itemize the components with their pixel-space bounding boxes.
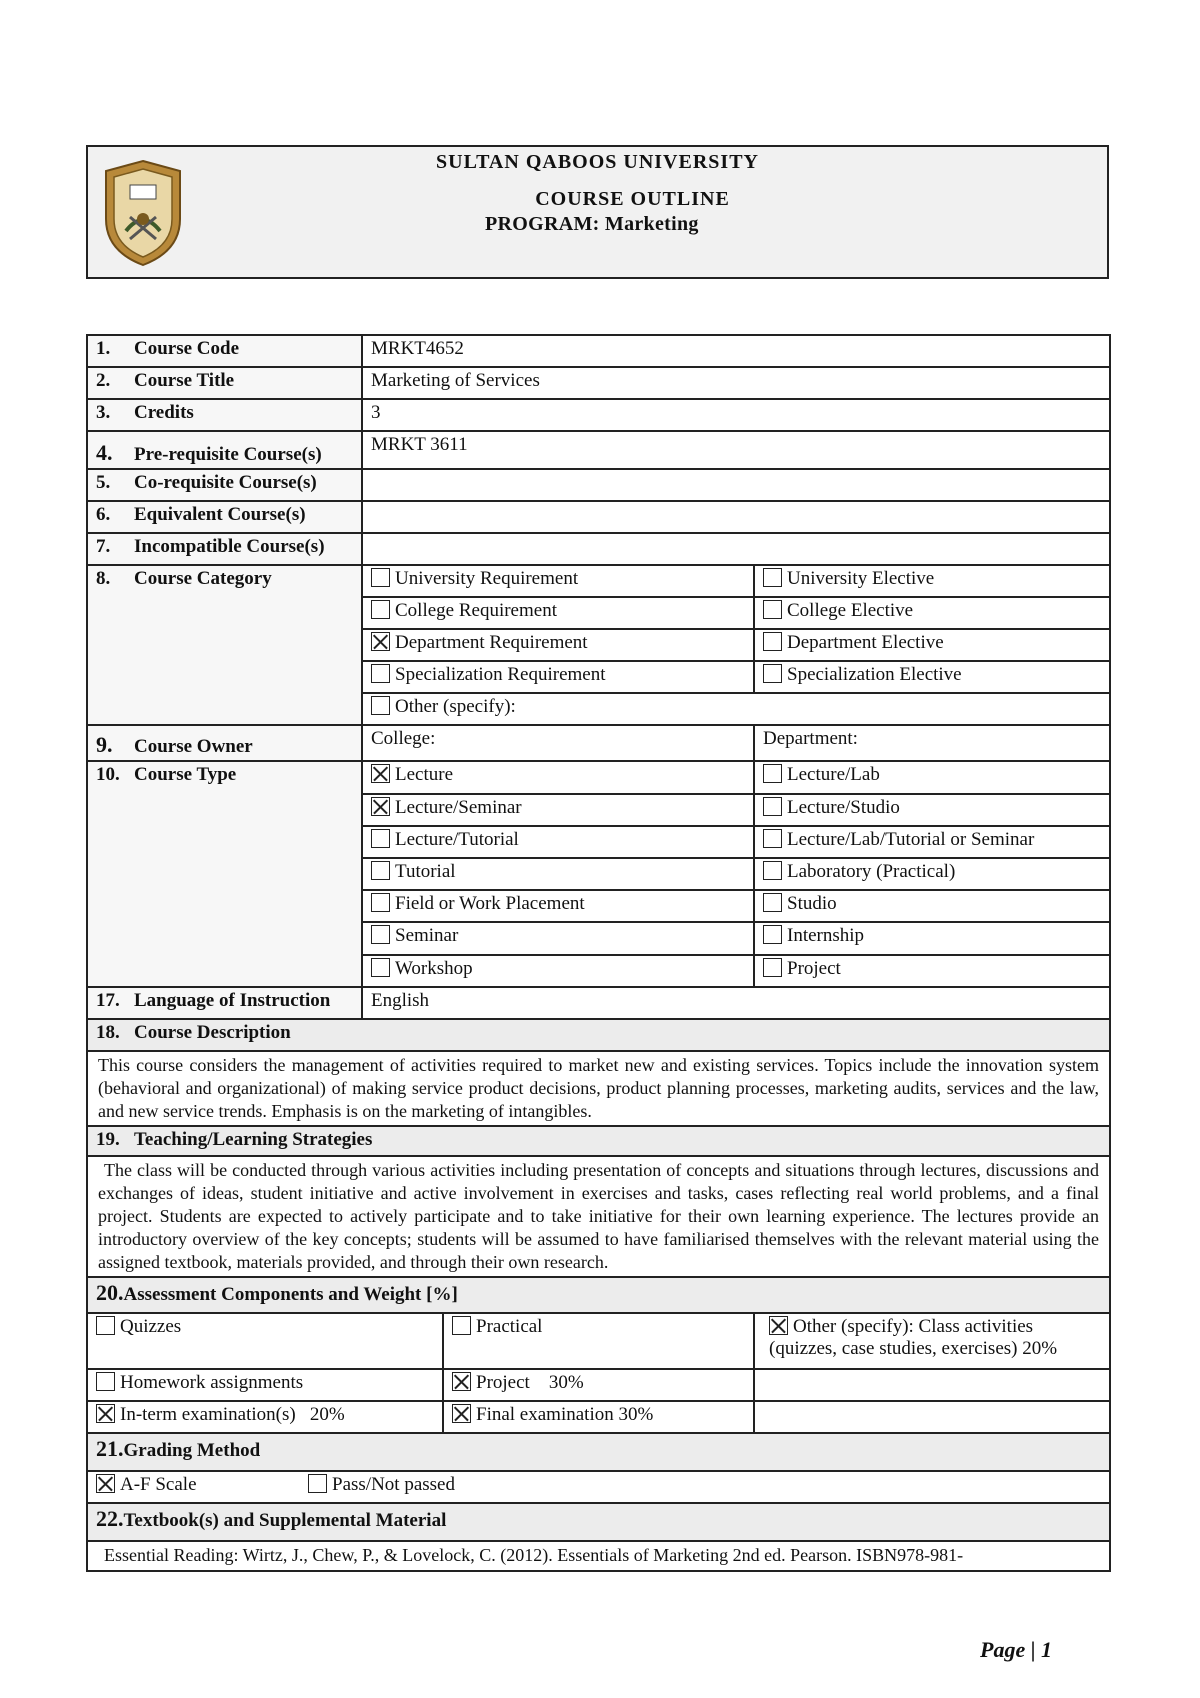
row-equiv	[87, 501, 1110, 533]
section-title: Textbook(s) and Supplemental Material	[123, 1510, 447, 1531]
row-label: Course Owner	[134, 736, 253, 757]
checkbox-lecture-studio[interactable]	[763, 797, 782, 816]
checkbox-practical[interactable]	[452, 1316, 471, 1335]
option-label: Tutorial	[395, 861, 456, 882]
row-label: Credits	[134, 402, 194, 423]
row-number: 17.	[96, 990, 120, 1011]
option-label: Lecture/Lab/Tutorial or Seminar	[787, 829, 1035, 850]
row-label: Pre-requisite Course(s)	[134, 444, 322, 465]
row-label: Language of Instruction	[134, 990, 331, 1011]
option-label: College Elective	[787, 600, 914, 621]
checkbox-department-requirement[interactable]	[371, 632, 390, 651]
row-label: Course Title	[134, 370, 235, 391]
option-label: Lecture/Tutorial	[395, 829, 519, 850]
course-outline-table	[86, 334, 1111, 1314]
row-course-code	[87, 335, 1110, 367]
header-box	[86, 145, 1109, 279]
row-strategies-text	[87, 1156, 1110, 1277]
checkbox-university-requirement[interactable]	[371, 568, 390, 587]
row-number: 3.	[96, 402, 111, 423]
option-label: Seminar	[395, 925, 459, 946]
option-label: Lecture/Lab	[787, 764, 880, 785]
row-number: 2.	[96, 370, 111, 391]
option-label: Quizzes	[120, 1316, 182, 1337]
equiv-value	[362, 501, 1110, 533]
option-label: College Requirement	[395, 600, 557, 621]
incompat-value	[362, 533, 1110, 565]
row-number: 8.	[96, 568, 111, 589]
checkbox-lecture-seminar[interactable]	[371, 797, 390, 816]
checkbox-specialization-requirement[interactable]	[371, 664, 390, 683]
section-title: Course Description	[134, 1022, 291, 1043]
row-description-header	[87, 1019, 1110, 1051]
option-label: Homework assignments	[120, 1372, 304, 1393]
checkbox-department-elective[interactable]	[763, 632, 782, 651]
option-label: Final examination 30%	[476, 1404, 654, 1425]
option-label: Workshop	[395, 958, 473, 979]
row-label: Course Category	[134, 568, 272, 589]
checkbox-studio[interactable]	[763, 893, 782, 912]
option-label: A-F Scale	[120, 1474, 197, 1495]
textbook-text: Essential Reading: Wirtz, J., Chew, P., & Lovelock, C. (2012). Essentials of Marketing 2nd ed. Pearson. ISBN978-981-	[87, 1541, 1110, 1571]
option-label: Department Elective	[787, 632, 944, 653]
row-prereq	[87, 431, 1110, 469]
page-footer: Page | 1	[980, 1637, 1053, 1662]
prereq-value: MRKT 3611	[362, 431, 1110, 469]
checkbox-workshop[interactable]	[371, 958, 390, 977]
section-number: 18.	[96, 1022, 120, 1043]
checkbox-college-elective[interactable]	[763, 600, 782, 619]
checkbox-pass-not-passed[interactable]	[308, 1474, 327, 1493]
checkbox-other[interactable]	[371, 696, 390, 715]
row-incompat	[87, 533, 1110, 565]
section-number: 22.	[96, 1506, 124, 1531]
row-number: 5.	[96, 472, 111, 493]
row-coreq	[87, 469, 1110, 501]
checkbox-final-exam[interactable]	[452, 1404, 471, 1423]
row-owner	[87, 725, 1110, 761]
section-title: Grading Method	[123, 1440, 261, 1461]
option-label: University Elective	[787, 568, 935, 589]
option-label: Lecture/Seminar	[395, 797, 522, 818]
description-text: This course considers the management of activities required to market new and existing services. Topics include the innovation system (behavioral and organizational) of making service product decisions, product planning processes, marketing audits, services and the law, and new service trends. Emphasis is on the marketing of intangibles.	[87, 1051, 1110, 1126]
row-description-text	[87, 1051, 1110, 1126]
checkbox-tutorial[interactable]	[371, 861, 390, 880]
option-label: Laboratory (Practical)	[787, 861, 956, 882]
checkbox-internship[interactable]	[763, 925, 782, 944]
assessment-table	[86, 1312, 1111, 1572]
option-label: Field or Work Placement	[395, 893, 585, 914]
checkbox-other-assessment[interactable]	[769, 1316, 788, 1335]
option-label: Lecture/Studio	[787, 797, 900, 818]
option-label: Specialization Requirement	[395, 664, 606, 685]
row-strategies-header	[87, 1126, 1110, 1156]
university-seal-icon	[100, 159, 186, 267]
row-number: 4.	[96, 440, 113, 465]
checkbox-project-assessment[interactable]	[452, 1372, 471, 1391]
checkbox-field-work-placement[interactable]	[371, 893, 390, 912]
owner-department: Department:	[754, 725, 1110, 761]
option-label: Other (specify): Class activities (quizzes, case studies, exercises) 20%	[769, 1316, 1058, 1359]
row-language	[87, 987, 1110, 1019]
checkbox-specialization-elective[interactable]	[763, 664, 782, 683]
row-label: Co-requisite Course(s)	[134, 472, 317, 493]
checkbox-lecture-lab-tutorial-seminar[interactable]	[763, 829, 782, 848]
credits-value: 3	[362, 399, 1110, 431]
checkbox-seminar[interactable]	[371, 925, 390, 944]
section-number: 19.	[96, 1129, 120, 1150]
row-label: Incompatible Course(s)	[134, 536, 325, 557]
row-number: 10.	[96, 764, 120, 785]
checkbox-project[interactable]	[763, 958, 782, 977]
option-label: Practical	[476, 1316, 543, 1337]
option-label: Other (specify):	[395, 696, 516, 717]
row-number: 6.	[96, 504, 111, 525]
row-course-title	[87, 367, 1110, 399]
row-label: Course Type	[134, 764, 237, 785]
option-label: Department Requirement	[395, 632, 588, 653]
option-label: In-term examination(s) 20%	[120, 1404, 345, 1425]
language-value: English	[362, 987, 1110, 1019]
row-category	[87, 565, 1110, 597]
row-number: 7.	[96, 536, 111, 557]
coreq-value	[362, 469, 1110, 501]
owner-college: College:	[362, 725, 754, 761]
checkbox-homework[interactable]	[96, 1372, 115, 1391]
row-type	[87, 761, 1110, 794]
checkbox-in-term-exam[interactable]	[96, 1404, 115, 1423]
option-label: Pass/Not passed	[332, 1474, 455, 1495]
checkbox-college-requirement[interactable]	[371, 600, 390, 619]
checkbox-university-elective[interactable]	[763, 568, 782, 587]
strategies-text: The class will be conducted through various activities including presentation of concepts and situations through lectures, discussions and exchanges of ideas, student initiative and active involvement in exercises and tasks, cases reflecting real world problems, and a final project. Students are expected to actively participate and to take initiative for their own learning experience. The lectures provide an introductory overview of the key concepts; students will be assumed to have familiarised themselves with the relevant material using the assigned textbook, materials provided, and through their own research.	[87, 1156, 1110, 1277]
row-number: 9.	[96, 732, 113, 757]
row-grading-header	[87, 1433, 1110, 1471]
section-title: Teaching/Learning Strategies	[134, 1129, 373, 1150]
option-label: Lecture	[395, 764, 454, 785]
option-label: Specialization Elective	[787, 664, 962, 685]
checkbox-a-f-scale[interactable]	[96, 1474, 115, 1493]
row-number: 1.	[96, 338, 111, 359]
option-label: Project 30%	[476, 1372, 584, 1393]
header-university: SULTAN QABOOS UNIVERSITY	[436, 151, 759, 173]
checkbox-quizzes[interactable]	[96, 1316, 115, 1335]
checkbox-lecture-tutorial[interactable]	[371, 829, 390, 848]
header-program: PROGRAM: Marketing	[485, 213, 699, 235]
row-credits	[87, 399, 1110, 431]
course-code-value: MRKT4652	[362, 335, 1110, 367]
row-textbook-header	[87, 1503, 1110, 1541]
option-label: Project	[787, 958, 841, 979]
section-number: 21.	[96, 1436, 124, 1461]
section-title: Assessment Components and Weight [%]	[123, 1284, 458, 1305]
section-number: 20.	[96, 1280, 124, 1305]
checkbox-lecture-lab[interactable]	[763, 764, 782, 783]
checkbox-laboratory[interactable]	[763, 861, 782, 880]
row-label: Course Code	[134, 338, 240, 359]
option-label: University Requirement	[395, 568, 579, 589]
row-label: Equivalent Course(s)	[134, 504, 306, 525]
row-assessment-header	[87, 1277, 1110, 1313]
option-label: Internship	[787, 925, 865, 946]
checkbox-lecture[interactable]	[371, 764, 390, 783]
option-label: Studio	[787, 893, 837, 914]
course-title-value: Marketing of Services	[362, 367, 1110, 399]
header-doc-title: COURSE OUTLINE	[535, 188, 730, 210]
